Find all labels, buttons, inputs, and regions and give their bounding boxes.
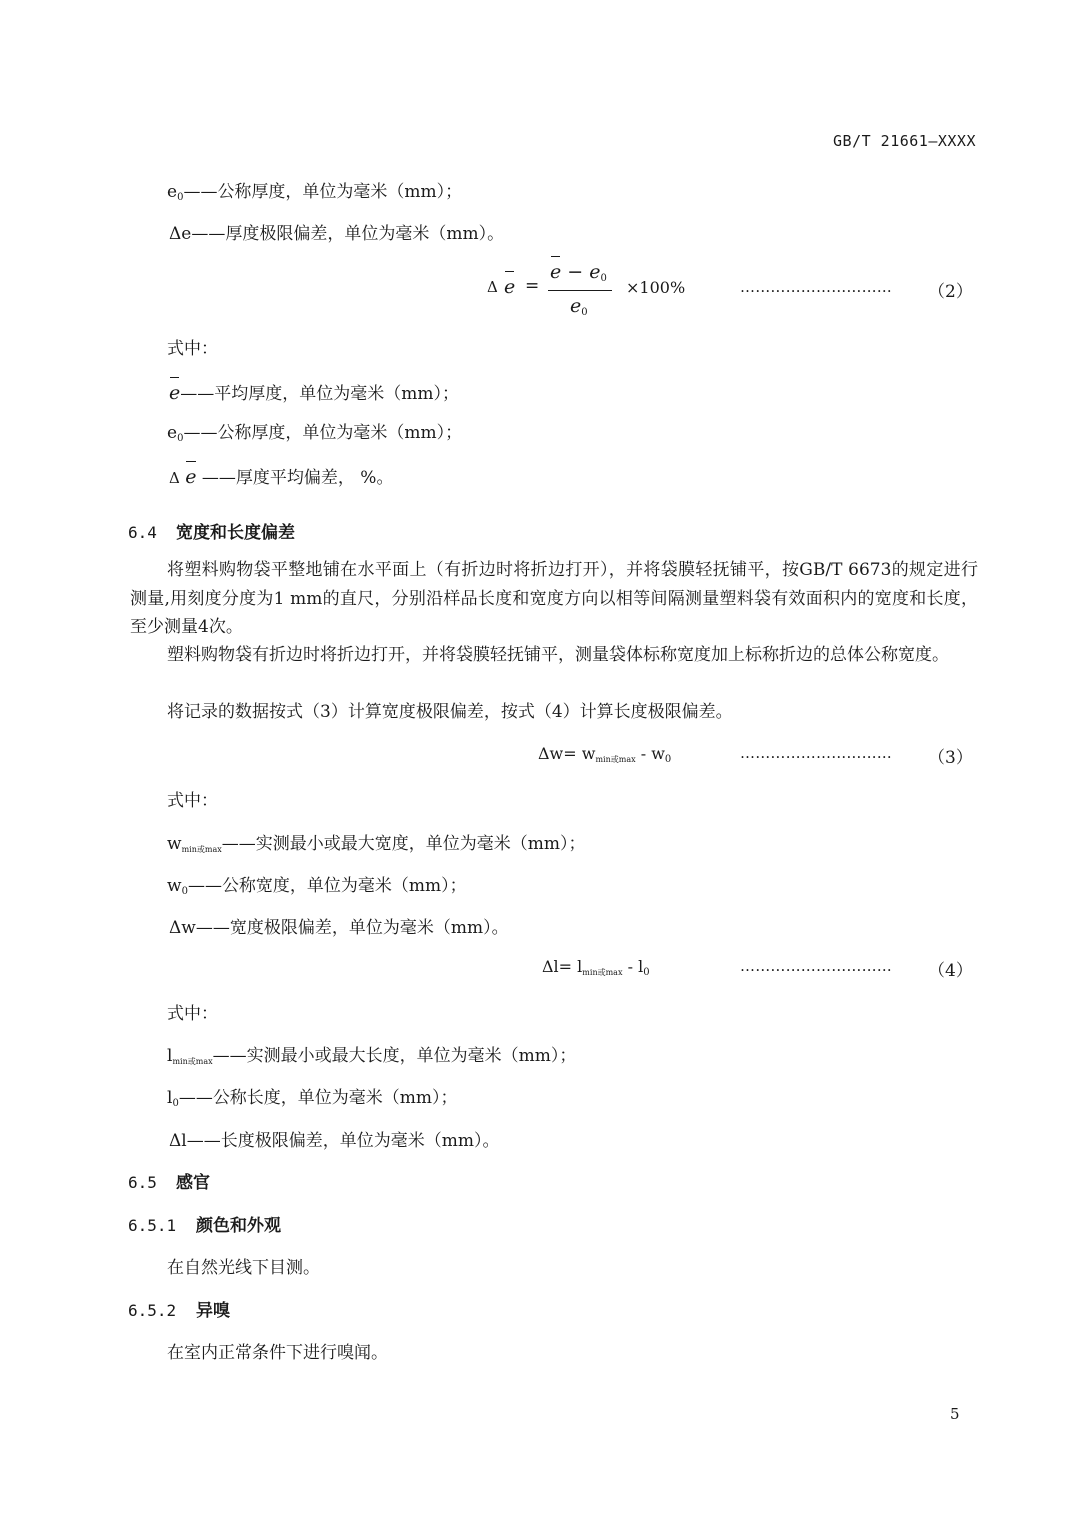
definition-text: ——宽度极限偏差，单位为毫米（mm）。: [195, 918, 509, 938]
paragraph-color-appearance: 在自然光线下目测。: [167, 1258, 320, 1278]
symbol: Δw: [169, 918, 196, 938]
paragraph-calculation: 将记录的数据按式（3）计算宽度极限偏差，按式（4）计算长度极限偏差。: [167, 702, 733, 722]
definition-delta-w: [169, 913, 509, 938]
where-label: 式中：: [167, 339, 218, 359]
leader-dots: …………………………: [740, 957, 892, 975]
subscript: 0: [177, 192, 184, 203]
symbol: Δe: [169, 224, 192, 244]
symbol: Δl: [169, 1131, 187, 1151]
section-heading-6-4: 6.4 宽度和长度偏差: [128, 523, 295, 543]
symbol: e: [167, 182, 178, 202]
definition-delta-e: [169, 219, 504, 244]
definition-text: ——厚度极限偏差，单位为毫米（mm）。: [191, 224, 505, 244]
formula-number: （3）: [928, 748, 973, 768]
definition-text: ——厚度平均偏差， %。: [201, 468, 394, 488]
page-number: 5: [950, 1405, 960, 1423]
definition-text: ——公称长度，单位为毫米（mm）；: [178, 1088, 458, 1108]
equals-sign: =: [525, 276, 540, 296]
subscript: min或max: [172, 1057, 213, 1066]
definition-text: ——实测最小或最大长度，单位为毫米（mm）；: [212, 1046, 577, 1066]
formula-number: （2）: [928, 282, 973, 302]
symbol: l: [167, 1046, 173, 1066]
paragraph-fold: 塑料购物袋有折边时将折边打开，并将袋膜轻抚铺平，测量袋体标称宽度加上标称折边的总体公称宽度。: [167, 645, 949, 665]
where-label: 式中：: [167, 791, 218, 811]
symbol: e: [185, 466, 197, 488]
leader-dots: …………………………: [740, 278, 892, 296]
symbol: w: [167, 834, 182, 854]
section-heading-6-5-2: 6.5.2 异嗅: [128, 1301, 230, 1321]
formula-number: （4）: [928, 961, 973, 981]
symbol: l: [167, 1088, 173, 1108]
fraction-numerator: [550, 261, 607, 284]
fraction-bar: [548, 290, 612, 291]
symbol: w: [167, 876, 182, 896]
definition-text: ——实测最小或最大宽度，单位为毫米（mm）；: [221, 834, 586, 854]
e-nominal: e: [589, 261, 601, 283]
definition-text: ——公称厚度，单位为毫米（mm）；: [183, 182, 463, 202]
symbol: e: [169, 382, 181, 404]
where-label: 式中：: [167, 1004, 218, 1024]
definition-w-minmax: [167, 829, 585, 855]
section-heading-6-5: 6.5 感官: [128, 1173, 210, 1193]
leader-dots: …………………………: [740, 744, 892, 762]
fraction-denominator: $e_0$: [570, 295, 588, 318]
definition-l-minmax: [167, 1041, 576, 1067]
subscript: 0: [172, 1098, 179, 1109]
subscript: min或max: [181, 845, 222, 854]
delta-symbol: Δ: [487, 278, 498, 296]
section-heading-6-5-1: 6.5.1 颜色和外观: [128, 1216, 281, 1236]
minus-sign: −: [567, 261, 584, 283]
subscript: 0: [181, 886, 188, 897]
paragraph-odor: 在室内正常条件下进行嗅闻。: [167, 1343, 388, 1363]
definition-delta-ebar: [169, 463, 393, 488]
definition-e0: [167, 177, 462, 203]
symbol: e: [167, 423, 178, 443]
definition-ebar: [169, 379, 459, 404]
subscript: 0: [177, 433, 184, 444]
standard-code: GB/T 21661—XXXX: [833, 132, 976, 150]
formula-lhs: e: [504, 276, 516, 298]
definition-w0: [167, 871, 467, 897]
definition-text: ——平均厚度，单位为毫米（mm）；: [180, 384, 459, 404]
formula-body: Δl= lmin或max - $l_0$: [542, 957, 650, 978]
definition-text: ——长度极限偏差，单位为毫米（mm）。: [186, 1131, 500, 1151]
formula-body: Δw= wmin或max - $w_0$: [538, 744, 672, 765]
definition-e0: [167, 418, 462, 444]
mean-e: e: [550, 261, 562, 283]
definition-text: ——公称宽度，单位为毫米（mm）；: [187, 876, 467, 896]
definition-delta-l: [169, 1126, 499, 1151]
times-100-percent: ×100%: [626, 278, 686, 297]
definition-l0: [167, 1083, 458, 1109]
subscript: 0: [600, 273, 607, 284]
definition-text: ——公称厚度，单位为毫米（mm）；: [183, 423, 463, 443]
paragraph-measurement: 将塑料购物袋平整地铺在水平面上（有折边时将折边打开），并将袋膜轻抚铺平，按GB/T 6673的规定进行测量,用刻度分度为1 mm的直尺，分别沿样品长度和宽度方向以相等间隔测量塑料袋有效面积内的宽度和长度，至少测量4次。: [130, 560, 978, 637]
delta-symbol: Δ: [169, 469, 180, 487]
